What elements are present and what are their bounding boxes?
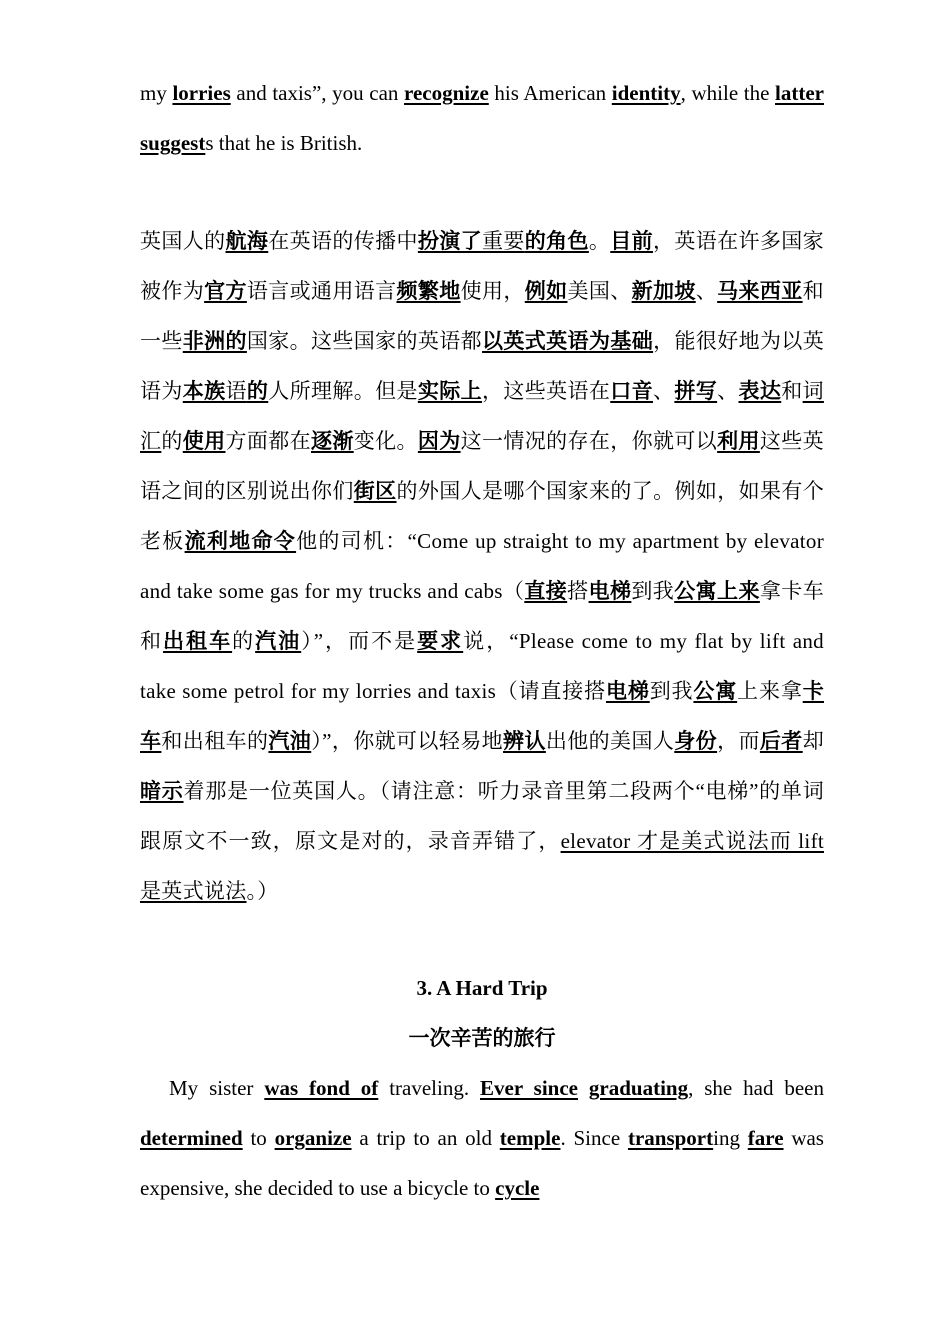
vocabulary-term: 的角色 [524, 229, 589, 253]
section-subtitle: 一次辛苦的旅行 [408, 1026, 556, 1050]
vocabulary-term: Ever since [480, 1076, 578, 1100]
paragraph-chinese-translation [140, 216, 824, 916]
text-run: 上来拿 [737, 679, 803, 703]
text-run: 、 [695, 279, 718, 303]
text-run: 却 [802, 729, 825, 753]
text-run: 和 [781, 379, 803, 403]
vocabulary-term: 表达 [738, 379, 782, 403]
text-run: 在英语的传播中 [268, 229, 418, 253]
vocabulary-term: 目前 [610, 229, 653, 253]
vocabulary-term: lorries [172, 81, 231, 105]
vocabulary-term: transport [627, 1126, 714, 1150]
vocabulary-term: suggest [140, 131, 206, 155]
vocabulary-term: 航海 [225, 229, 269, 253]
text-run: a trip to an old [351, 1126, 500, 1150]
vocabulary-term: identity [611, 81, 681, 105]
section-spacer [140, 916, 824, 963]
text-run: 使用， [460, 279, 525, 303]
vocabulary-term: 街区 [353, 479, 397, 503]
text-run: 到我 [649, 679, 694, 703]
vocabulary-term: 扮演了 [417, 229, 482, 253]
underlined-text: 重要 [482, 229, 525, 253]
vocabulary-term: 本族 [182, 379, 226, 403]
text-run: ，这些英语在 [481, 379, 611, 403]
vocabulary-term: 汽油 [255, 629, 302, 653]
vocabulary-term: fare [747, 1126, 784, 1150]
text-run: 、 [652, 379, 675, 403]
vocabulary-term: 公寓上来 [674, 579, 760, 603]
text-run: 变化。 [353, 429, 418, 453]
text-run: 这些英语之间的区别说出你们 [140, 429, 824, 503]
vocabulary-term: temple [499, 1126, 561, 1150]
text-run: s that he is British. [205, 131, 363, 155]
vocabulary-term: 电梯 [605, 679, 650, 703]
vocabulary-term: 为基础 [588, 329, 654, 353]
text-run: 国家。这些国家的英语都 [246, 329, 483, 353]
vocabulary-term: graduating [588, 1076, 689, 1100]
text-run: 。 [588, 229, 611, 253]
text-run: 方面都在 [225, 429, 311, 453]
text-run: 的 [161, 429, 183, 453]
text-run: , while the [680, 81, 776, 105]
vocabulary-term: recognize [404, 81, 489, 105]
text-run: 他的司机：“Come up straight to my apartment by elevator and take some gas for my trucks and cabs（ [140, 529, 824, 603]
vocabulary-term: 拼写 [674, 379, 718, 403]
text-run: ，而 [717, 729, 760, 753]
vocabulary-term: 身份 [674, 729, 718, 753]
text-run: ，能很好地为以英语为 [140, 329, 825, 403]
vocabulary-term: 流利地命令 [184, 529, 297, 553]
vocabulary-term: 暗示 [140, 779, 184, 803]
vocabulary-term: 直接 [524, 579, 568, 603]
vocabulary-term: 卡车 [140, 679, 825, 753]
text-run: his American [488, 81, 612, 105]
text-run: 。） [246, 879, 279, 903]
vocabulary-term: cycle [495, 1176, 540, 1200]
vocabulary-term: latter [775, 81, 824, 105]
text-run [578, 1076, 589, 1100]
vocabulary-term: was fond of [264, 1076, 379, 1100]
vocabulary-term: 马来西亚 [717, 279, 803, 303]
text-run: traveling. [378, 1076, 480, 1100]
text-run: 和一些 [140, 279, 824, 353]
vocabulary-term: 频繁地 [396, 279, 461, 303]
text-run: was expensive, she decided to use a bicycle to [140, 1126, 824, 1200]
paragraph-story-start [140, 1063, 824, 1213]
vocabulary-term: 电梯 [588, 579, 632, 603]
vocabulary-term: determined [140, 1126, 243, 1150]
vocabulary-term: 使用 [182, 429, 226, 453]
vocabulary-term: 要求 [417, 629, 464, 653]
vocabulary-term: 公寓 [693, 679, 738, 703]
text-run: 搭 [567, 579, 589, 603]
text-run: my [140, 81, 173, 105]
text-run: 出他的美国人 [545, 729, 675, 753]
vocabulary-term: 后者 [759, 729, 803, 753]
text-run: and taxis”, you can [230, 81, 405, 105]
paragraph-english-ending [140, 68, 824, 168]
text-run: ，英语在许多国家被作为 [140, 229, 824, 303]
text-run: 英国人的 [140, 229, 226, 253]
text-run: to [242, 1126, 275, 1150]
underlined-text: 词汇 [140, 379, 824, 453]
text-run: My sister [169, 1076, 265, 1100]
text-run: 人所理解。但是 [268, 379, 418, 403]
text-run: 这一情况的存在，你就可以 [460, 429, 718, 453]
text-run: 说，“Please come to my flat by lift and take some petrol for my lorries and taxis（请直接搭 [140, 629, 824, 703]
text-run: 和出租车的 [161, 729, 269, 753]
vocabulary-term: 实际上 [417, 379, 482, 403]
text-run: 到我 [631, 579, 675, 603]
text-run: 的 [232, 629, 256, 653]
vocabulary-term: 逐渐 [311, 429, 354, 453]
text-run: 的外国人是哪个国家来的了。例如，如果有个老板 [140, 479, 825, 553]
section-title: 3. A Hard Trip [416, 976, 548, 1000]
vocabulary-term: 以英式英语 [482, 329, 589, 353]
text-run: 语言或通用语言 [246, 279, 397, 303]
text-run: 拿卡车和 [140, 579, 824, 653]
vocabulary-term: 例如 [524, 279, 568, 303]
underlined-text: 语 [225, 379, 247, 403]
paragraph-spacer [140, 168, 824, 216]
document-page [140, 68, 824, 1213]
vocabulary-term: 官方 [204, 279, 247, 303]
vocabulary-term: 因为 [417, 429, 461, 453]
text-run: ）”，而不是 [301, 629, 418, 653]
vocabulary-term: 口音 [610, 379, 653, 403]
text-run: ）”，你就可以轻易地 [311, 729, 504, 753]
vocabulary-term: 辨认 [503, 729, 546, 753]
vocabulary-term: 汽油 [268, 729, 312, 753]
text-run: . Since [560, 1126, 628, 1150]
vocabulary-term: 出租车 [163, 629, 233, 653]
vocabulary-term: 新加坡 [631, 279, 696, 303]
vocabulary-term: organize [274, 1126, 352, 1150]
vocabulary-term: 的 [246, 379, 269, 403]
text-run: 着那是一位英国人。（请注意：听力录音里第二段两个“电梯”的单词跟原文不一致，原文是对的，录音弄错了， [140, 779, 824, 853]
text-run: , she had been [688, 1076, 825, 1100]
text-run: 美国、 [567, 279, 632, 303]
text-run: ing [713, 1126, 748, 1150]
text-run: 、 [717, 379, 739, 403]
vocabulary-term: 利用 [717, 429, 760, 453]
underlined-text: elevator 才是美式说法而 lift 是英式说法 [140, 829, 824, 903]
vocabulary-term: 非洲的 [182, 329, 247, 353]
